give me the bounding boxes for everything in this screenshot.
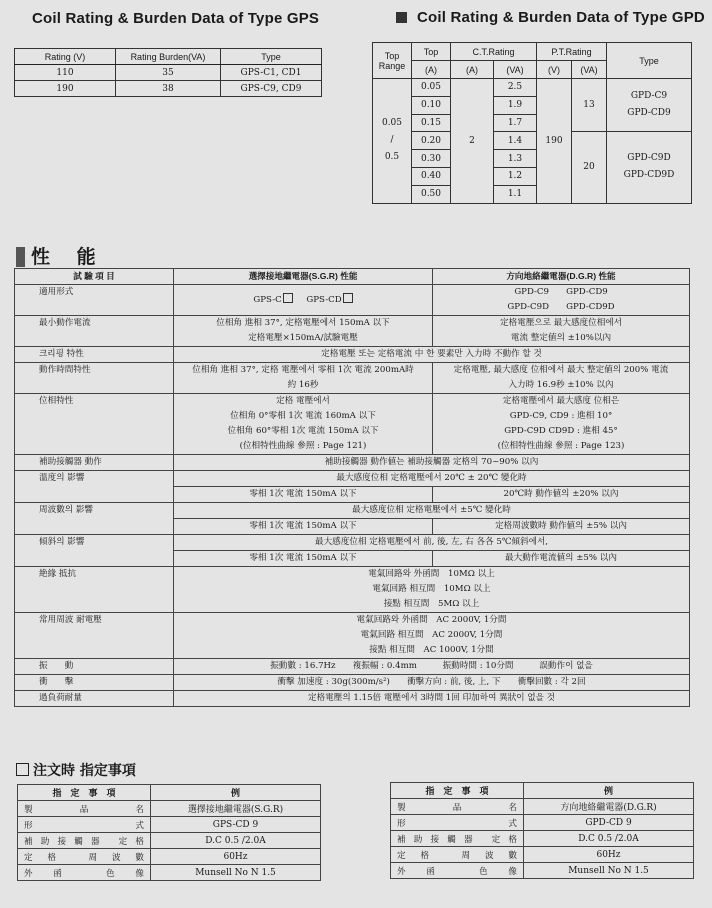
- col-header: 例: [524, 783, 694, 799]
- col-header: 例: [151, 785, 321, 801]
- spec-value: 選擇接地繼電器(S.G.R): [151, 801, 321, 817]
- ct-va-cell: 1.7: [494, 114, 537, 132]
- text-line: 電氣回路 相互間 10MΩ 以上: [372, 584, 491, 594]
- sgr-cell: [174, 394, 433, 455]
- text-line: 接點 相互間 AC 1000V, 1分間: [369, 645, 494, 655]
- text-line: 約 16秒: [287, 380, 319, 390]
- table-row: [15, 455, 690, 471]
- sgr-cell: [174, 363, 433, 394]
- ct-va-cell: 2.5: [494, 79, 537, 97]
- cell: 190: [15, 81, 116, 97]
- spec-label: 定格 周波數: [18, 849, 151, 865]
- item-label: 衝 擊: [15, 675, 174, 691]
- merged-cell: 補助接觸器 動作値는 補助接觸器 定格의 70~90% 以內: [174, 455, 690, 471]
- text-line: 電氣回路와 外函間 AC 2000V, 1分間: [356, 615, 507, 625]
- table-row: [18, 801, 321, 817]
- ct-va-cell: 1.3: [494, 150, 537, 168]
- item-label: 溫度의 影響: [15, 471, 174, 503]
- ct-va-cell: 1.9: [494, 96, 537, 114]
- table-row: [15, 675, 690, 691]
- text-line: 位相角 60°零相 1次 電流 150mA 以下: [227, 426, 379, 436]
- table-row: [15, 659, 690, 675]
- gpd-table: [372, 42, 692, 204]
- item-label: 振 動: [15, 659, 174, 675]
- type-option: GPS-C: [253, 294, 282, 305]
- dgr-cell: [433, 316, 690, 347]
- text-line: (位相特性曲線 參照 : Page 121): [239, 441, 367, 451]
- performance-title-text: 性 能: [31, 246, 106, 268]
- item-label: 周波數의 影響: [15, 503, 174, 535]
- item-label: 位相特性: [15, 394, 174, 455]
- order-dgr-table: [390, 782, 694, 879]
- table-row: [15, 363, 690, 394]
- table-row: [15, 347, 690, 363]
- square-bullet-icon: [396, 12, 407, 23]
- top-cell: 0.30: [412, 150, 451, 168]
- merged-cell: [174, 567, 690, 613]
- merged-cell: [174, 613, 690, 659]
- text-line: 入力時 16.9秒 ±10% 以內: [508, 380, 614, 390]
- table-row: [15, 394, 690, 455]
- text-line: 電氣回路와 外函間 10MΩ 以上: [368, 569, 495, 579]
- gpd-title-text: Coil Rating & Burden Data of Type GPD: [417, 9, 705, 26]
- gpd-title: [396, 9, 705, 26]
- dgr-cell: [433, 394, 690, 455]
- spec-value: D.C 0.5 /2.0A: [524, 831, 694, 847]
- type-name: GPD-CD9: [627, 108, 671, 119]
- spec-label: 補助接觸器 定格: [18, 833, 151, 849]
- col-header: 選擇接地繼電器(S.G.R) 性能: [174, 269, 433, 285]
- spec-label: 補助接觸器 定格: [391, 831, 524, 847]
- item-label: 適用形式: [15, 285, 174, 316]
- ct-a-cell: 2: [451, 79, 494, 204]
- ct-va-unit: (VA): [494, 61, 537, 79]
- dgr-cell: [433, 363, 690, 394]
- gps-title: Coil Rating & Burden Data of Type GPS: [32, 10, 320, 27]
- pt-va-cell: 20: [572, 132, 607, 203]
- col-header: Rating (V): [15, 49, 116, 65]
- spec-label: 形 式: [391, 815, 524, 831]
- text-line: 位相角 進相 37°, 定格電壓에서 150mA 以下: [216, 318, 390, 328]
- order-title: [16, 760, 136, 780]
- top-unit: (A): [412, 61, 451, 79]
- range-cell: [373, 79, 412, 204]
- merged-cell: 振動數 : 16.7Hz 複振幅 : 0.4mm 振動時間 : 10分間 誤動作이 없을: [174, 659, 690, 675]
- dgr-cell: 最大動作電流値의 ±5% 以內: [433, 551, 690, 567]
- table-row: [391, 847, 694, 863]
- text-line: 定格電壓×150mA/試驗電壓: [248, 333, 358, 343]
- text-line: 位相角 0°零相 1次 電流 160mA 以下: [230, 411, 376, 421]
- ct-a-unit: (A): [451, 61, 494, 79]
- item-label: 過負荷耐量: [15, 691, 174, 707]
- range-sep: /: [390, 135, 394, 146]
- spec-value: Munsell No N 1.5: [524, 863, 694, 879]
- item-label: 傾斜의 影響: [15, 535, 174, 567]
- sgr-cell: [174, 316, 433, 347]
- order-title-text: 注文時 指定事項: [33, 763, 136, 779]
- table-row: [391, 863, 694, 879]
- top-cell: 0.05: [412, 79, 451, 97]
- cell: GPS-C9, CD9: [221, 81, 322, 97]
- type-cell: [607, 79, 692, 132]
- spec-value: 60Hz: [151, 849, 321, 865]
- item-label: 最小動作電流: [15, 316, 174, 347]
- table-row: [15, 691, 690, 707]
- ct-va-cell: 1.2: [494, 167, 537, 185]
- merged-cell: 定格電壓의 1.15倍 電壓에서 3時間 1回 印加하여 異狀이 없을 것: [174, 691, 690, 707]
- pt-header: P.T.Rating: [537, 43, 607, 61]
- col-header: Rating Burden(VA): [116, 49, 221, 65]
- type-header: Type: [607, 43, 692, 79]
- spec-label: 製 品 名: [391, 799, 524, 815]
- table-row: [15, 613, 690, 659]
- col-header: Type: [221, 49, 322, 65]
- type-name: GPD-C9D: [627, 153, 671, 164]
- table-row: [391, 831, 694, 847]
- top-header: Top: [412, 43, 451, 61]
- item-label: 크리핑 特性: [15, 347, 174, 363]
- top-cell: 0.40: [412, 167, 451, 185]
- type-option: GPS-CD: [306, 294, 342, 305]
- table-row: [18, 849, 321, 865]
- gps-table: [14, 48, 322, 97]
- table-row: [18, 833, 321, 849]
- text-line: (位相特性曲線 參照 : Page 123): [497, 441, 625, 451]
- text-line: 定格 電壓에서: [276, 396, 330, 406]
- range-min: 0.05: [381, 118, 403, 129]
- spec-label: 製 品 名: [18, 801, 151, 817]
- pt-v-unit: (V): [537, 61, 572, 79]
- table-row: [15, 81, 322, 97]
- table-row: [15, 503, 690, 519]
- sgr-cell: 零相 1次 電流 150mA 以下: [174, 487, 433, 503]
- checkbox-icon: [16, 763, 29, 776]
- checkbox-icon: [283, 293, 293, 303]
- spec-value: GPS-CD 9: [151, 817, 321, 833]
- pt-va-unit: (VA): [572, 61, 607, 79]
- text-line: 位相角 進相 37°, 定格 電壓에서 零相 1次 電流 200mA時: [192, 365, 414, 375]
- table-row: [18, 865, 321, 881]
- top-cell: 0.15: [412, 114, 451, 132]
- performance-table: [14, 268, 690, 707]
- type-name: GPD-CD9D: [623, 170, 675, 181]
- merged-cell: 最大感度位相 定格電壓에서 20℃ ± 20℃ 變化時: [174, 471, 690, 487]
- text-line: 電流 整定値의 ±10%以內: [510, 333, 612, 343]
- spec-value: Munsell No N 1.5: [151, 865, 321, 881]
- item-label: 絶緣 抵抗: [15, 567, 174, 613]
- merged-cell: 衝擊 加速度 : 30g(300m/s²) 衝擊方向 : 前, 後, 上, 下 衝擊回數 : 각 2回: [174, 675, 690, 691]
- cell: 110: [15, 65, 116, 81]
- top-range-header: Top Range: [373, 43, 412, 79]
- pt-v-cell: 190: [537, 79, 572, 204]
- spec-value: 60Hz: [524, 847, 694, 863]
- col-header: 指 定 事 項: [391, 783, 524, 799]
- merged-cell: 定格電壓 또는 定格電流 中 한 要素만 入力時 不動作 할 것: [174, 347, 690, 363]
- col-header: 試 驗 項 目: [15, 269, 174, 285]
- dgr-cell: 定格周波數時 動作値의 ±5% 以內: [433, 519, 690, 535]
- text-line: 電氣回路 相互間 AC 2000V, 1分間: [360, 630, 503, 640]
- table-row: [18, 817, 321, 833]
- top-cell: 0.10: [412, 96, 451, 114]
- pt-va-cell: 13: [572, 79, 607, 132]
- table-row: [391, 815, 694, 831]
- text-line: GPD-C9 GPD-CD9: [514, 287, 608, 297]
- spec-value: D.C 0.5 /2.0A: [151, 833, 321, 849]
- cell: 38: [116, 81, 221, 97]
- type-name: GPD-C9: [630, 91, 668, 102]
- cell: 35: [116, 65, 221, 81]
- spec-label: 形 式: [18, 817, 151, 833]
- col-header: 方向地絡繼電器(D.G.R) 性能: [433, 269, 690, 285]
- table-row: [15, 567, 690, 613]
- item-label: 動作時間特性: [15, 363, 174, 394]
- sgr-cell: 零相 1次 電流 150mA 以下: [174, 551, 433, 567]
- title-bar-icon: [16, 247, 25, 267]
- spec-label: 外函 色像: [18, 865, 151, 881]
- order-sgr-table: [17, 784, 321, 881]
- top-cell: 0.50: [412, 185, 451, 203]
- text-line: 定格電壓에서 最大感度 位相은: [502, 396, 620, 406]
- item-label: 補助接觸器 動作: [15, 455, 174, 471]
- performance-title: [16, 242, 106, 269]
- table-row: [15, 535, 690, 551]
- merged-cell: 最大感度位相 定格電壓에서 ±5℃ 變化時: [174, 503, 690, 519]
- merged-cell: 最大感度位相 定格電壓에서 前, 後, 左, 右 各各 5℃傾斜에서,: [174, 535, 690, 551]
- top-cell: 0.20: [412, 132, 451, 150]
- text-line: GPD-C9D CD9D : 進相 45°: [504, 426, 618, 436]
- item-label: 常用周波 耐電壓: [15, 613, 174, 659]
- range-max: 0.5: [384, 152, 400, 163]
- sgr-cell: [174, 285, 433, 316]
- text-line: GPD-C9D GPD-CD9D: [507, 302, 615, 312]
- dgr-cell: [433, 285, 690, 316]
- spec-label: 定格 周波數: [391, 847, 524, 863]
- ct-header: C.T.Rating: [451, 43, 537, 61]
- table-row: [391, 799, 694, 815]
- ct-va-cell: 1.1: [494, 185, 537, 203]
- table-row: [15, 471, 690, 487]
- cell: GPS-C1, CD1: [221, 65, 322, 81]
- checkbox-icon: [343, 293, 353, 303]
- text-line: 定格電壓으로 最大感度位相에서: [500, 318, 622, 328]
- table-row: [15, 285, 690, 316]
- spec-value: GPD-CD 9: [524, 815, 694, 831]
- text-line: 定格電壓, 最大感度 位相에서 最大 整定値의 200% 電流: [453, 365, 669, 375]
- type-cell: [607, 132, 692, 203]
- col-header: 指 定 事 項: [18, 785, 151, 801]
- text-line: 接點 相互間 5MΩ 以上: [383, 599, 480, 609]
- ct-va-cell: 1.4: [494, 132, 537, 150]
- text-line: GPD-C9, CD9 : 進相 10°: [509, 411, 613, 421]
- table-row: [15, 65, 322, 81]
- dgr-cell: 20℃時 動作値의 ±20% 以內: [433, 487, 690, 503]
- table-row: [15, 316, 690, 347]
- spec-value: 方向地絡繼電器(D.G.R): [524, 799, 694, 815]
- sgr-cell: 零相 1次 電流 150mA 以下: [174, 519, 433, 535]
- spec-label: 外函 色像: [391, 863, 524, 879]
